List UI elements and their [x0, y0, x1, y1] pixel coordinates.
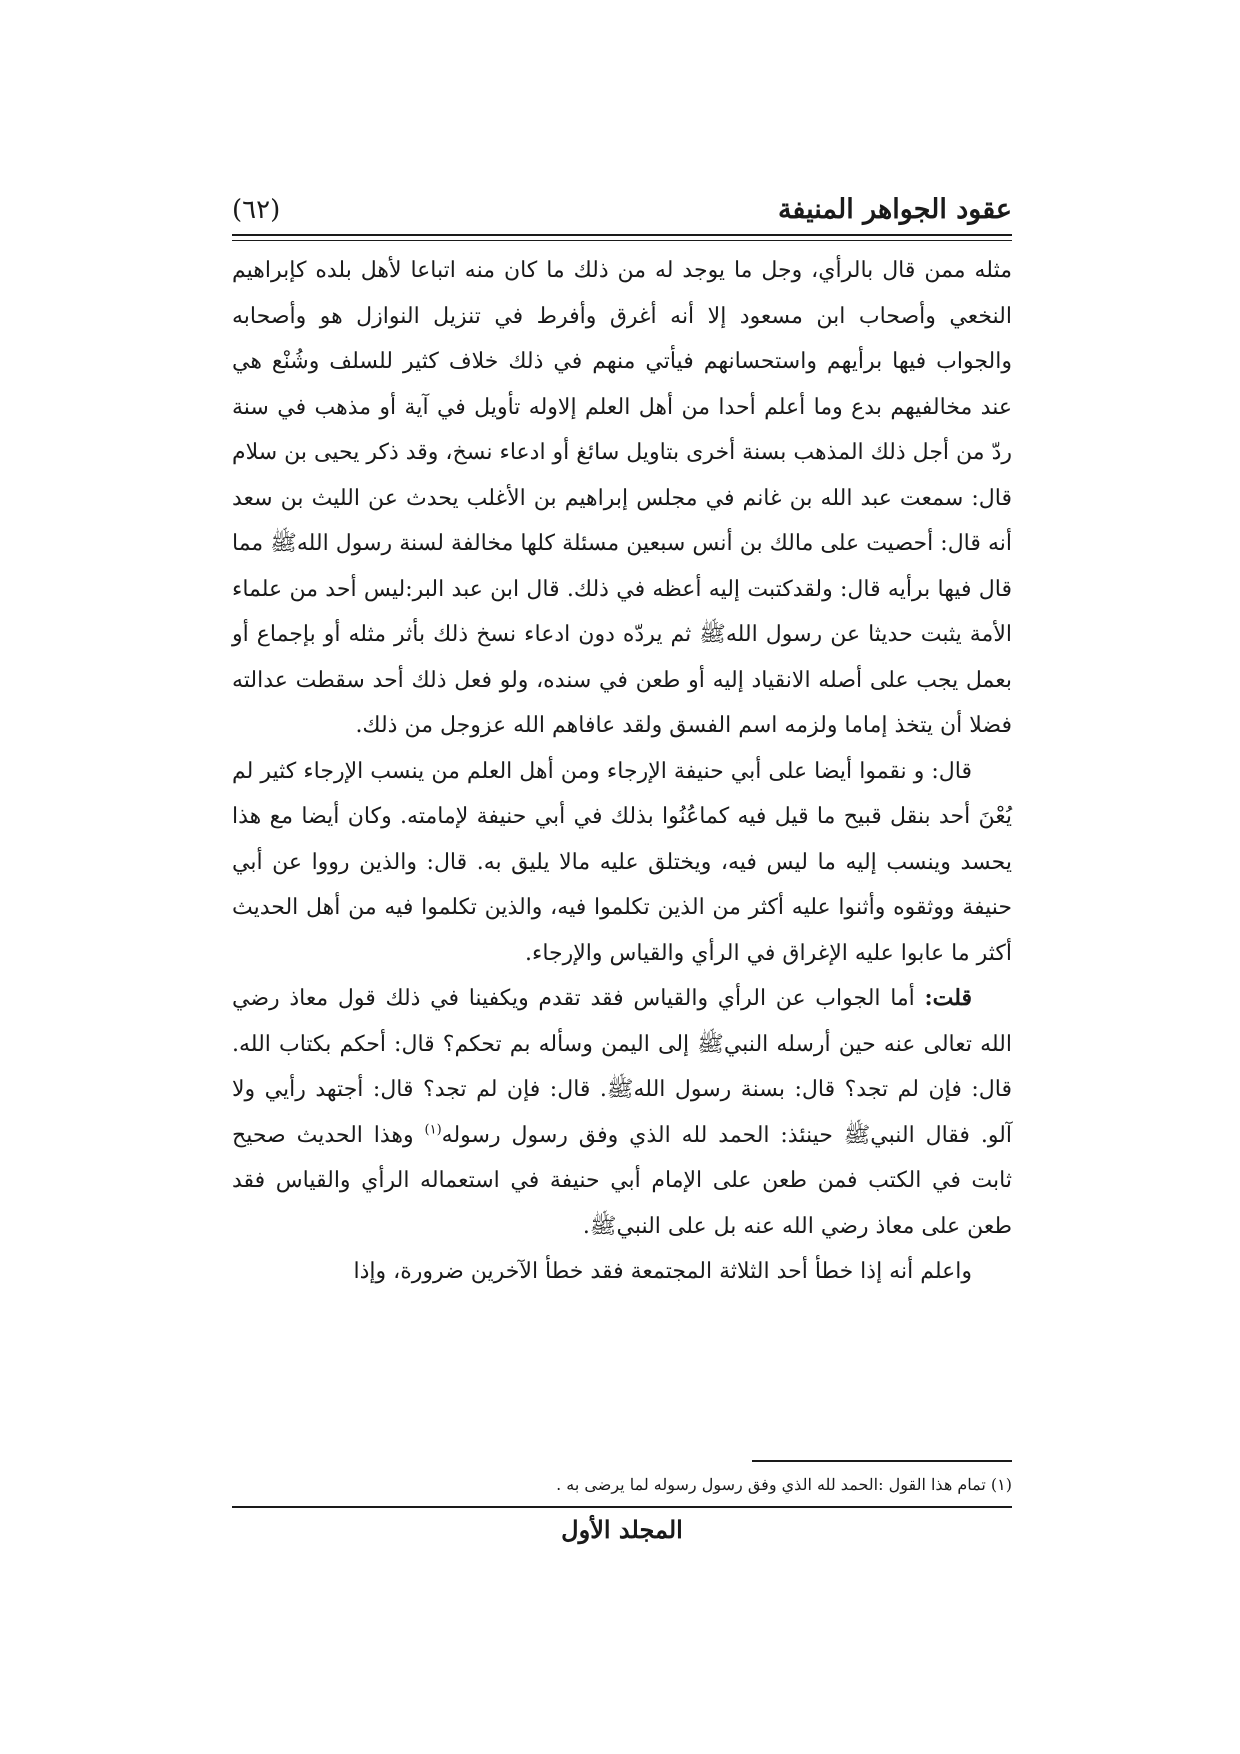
- paragraph-3-part-a: أما الجواب عن الرأي والقياس فقد تقدم ويكفينا في ذلك قول معاذ رضي الله تعالى عنه حين أرسله النبيﷺ إلى اليمن وسأله بم تحكم؟ قال: أحكم بكتاب الله. قال: فإن لم تجد؟ قال: بسنة رسول اللهﷺ. قال: فإن لم تجد؟ قال: أجتهد رأيي ولا آلو. فقال النبيﷺ حينئذ: الحمد لله الذي وفق رسول رسوله: [232, 986, 1012, 1148]
- main-text: [232, 248, 1012, 1295]
- book-page: [232, 190, 1012, 1550]
- paragraph-1: مثله ممن قال بالرأي، وجل ما يوجد له من ذلك ما كان منه اتباعا لأهل بلده كإبراهيم النخعي وأصحاب ابن مسعود إلا أنه أغرق وأفرط في تنزيل النوازل هو وأصحابه والجواب فيها برأيهم واستحسانهم فيأتي منهم في ذلك خلاف كثير للسلف وشُنْع هي عند مخالفيهم بدع وما أعلم أحدا من أهل العلم إلاوله تأويل في آية أو مذهب في سنة ردّ من أجل ذلك المذهب بسنة أخرى بتاويل سائغ أو ادعاء نسخ، وقد ذكر يحيى بن سلام قال: سمعت عبد الله بن غانم في مجلس إبراهيم بن الأغلب يحدث عن الليث بن سعد أنه قال: أحصيت على مالك بن أنس سبعين مسئلة كلها مخالفة لسنة رسول اللهﷺ مما قال فيها برأيه قال: ولقدكتبت إليه أعظه في ذلك. قال ابن عبد البر:ليس أحد من علماء الأمة يثبت حديثا عن رسول اللهﷺ ثم يردّه دون ادعاء نسخ ذلك بأثر مثله أو بإجماع أو بعمل يجب على أصله الانقياد إليه أو طعن في سنده، ولو فعل ذلك أحد سقطت عدالته فضلا أن يتخذ إماما ولزمه اسم الفسق ولقد عافاهم الله عزوجل من ذلك.: [232, 258, 1013, 738]
- paragraph-2: قال: و نقموا أيضا على أبي حنيفة الإرجاء ومن أهل العلم من ينسب الإرجاء كثير لم يُعْنَ أحد بنقل قبيح ما قيل فيه كماعُنُوا بذلك في أبي حنيفة لإمامته. وكان أيضا مع هذا يحسد وينسب إليه ما ليس فيه، ويختلق عليه مالا يليق به. قال: والذين رووا عن أبي حنيفة ووثقوه وأثنوا عليه أكثر من الذين تكلموا فيه، والذين تكلموا فيه من أهل الحديث أكثر ما عابوا عليه الإغراق في الرأي والقياس والإرجاء.: [232, 758, 1012, 966]
- footnote: (١) تمام هذا القول :الحمد لله الذي وفق رسول رسوله لما يرضى به .: [556, 1475, 1012, 1494]
- paragraph-4: واعلم أنه إذا خطأ أحد الثلاثة المجتمعة فقد خطأ الآخرين ضرورة، وإذا: [353, 1259, 972, 1284]
- paragraph-3: [232, 976, 1012, 1249]
- page-number: (٦٢): [232, 195, 281, 225]
- footnote-rule: [752, 1460, 1012, 1462]
- footnote-marker: (١): [424, 1122, 442, 1138]
- paragraph-3-part-b: وهذا الحديث صحيح ثابت في الكتب فمن طعن على الإمام أبي حنيفة في استعماله الرأي والقياس فقد طعن على معاذ رضي الله عنه بل على النبيﷺ.: [232, 1122, 1012, 1239]
- volume-label: المجلد الأول: [561, 1515, 683, 1544]
- header-rule-thin: [232, 240, 1012, 241]
- footer-rule: [232, 1506, 1012, 1508]
- book-title: عقود الجواهر المنيفة: [777, 194, 1012, 225]
- header-rule: [232, 234, 1012, 236]
- page-header: [232, 190, 1012, 232]
- qult-label: قلت:: [924, 985, 972, 1011]
